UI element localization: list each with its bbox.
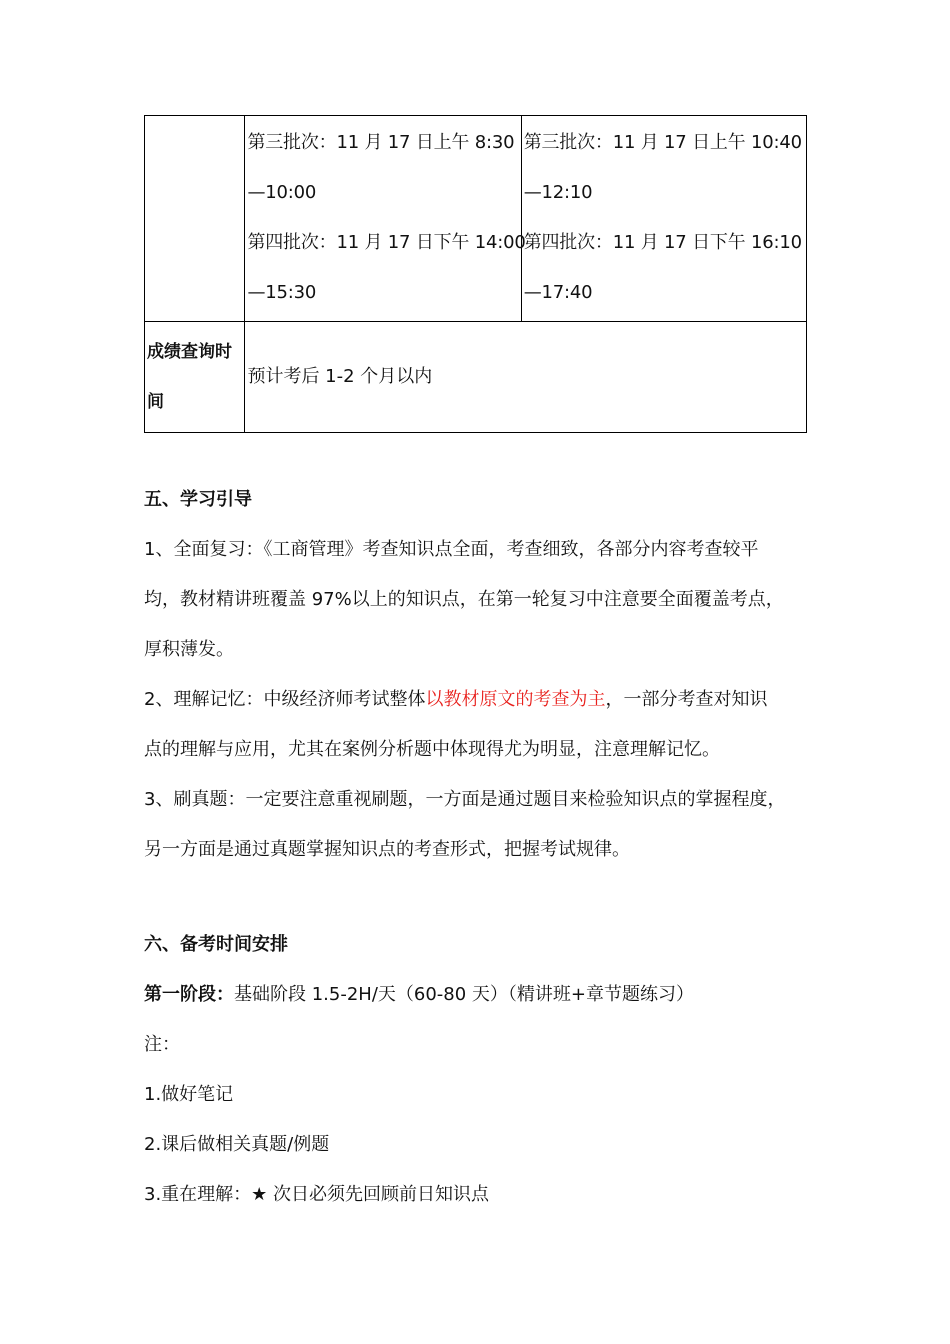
table-cell-batch-b — [521, 116, 806, 322]
table-cell-score-label — [145, 322, 245, 433]
batch-b-line3: 第四批次：11 月 17 日下午 16:10 — [523, 232, 802, 253]
batch-a-line2: —10:00 — [247, 182, 317, 203]
batch-b-line2: —12:10 — [523, 182, 593, 203]
item3-line2: 另一方面是通过真题掌握知识点的考查形式，把握考试规律。 — [144, 839, 630, 860]
batch-b-line1: 第三批次：11 月 17 日上午 10:40 — [523, 132, 802, 153]
item2-highlight: 以教材原文的考查为主 — [425, 689, 606, 710]
section5-heading: 五、学习引导 — [144, 489, 252, 510]
stage1-text: 基础阶段 1.5-2H/天（60-80 天）（精讲班+章节题练习） — [234, 984, 695, 1005]
section6-heading: 六、备考时间安排 — [144, 934, 288, 955]
stage1-label: 第一阶段： — [144, 984, 234, 1005]
item2-prefix: 2、理解记忆：中级经济师考试整体 — [144, 689, 426, 710]
note-item-1: 1.做好笔记 — [144, 1084, 234, 1105]
score-label-line2: 间 — [147, 392, 164, 412]
study-guide-item-2 — [144, 675, 812, 775]
item1-line2: 均，教材精讲班覆盖 97%以上的知识点，在第一轮复习中注意要全面覆盖考点， — [144, 589, 784, 610]
table-row-batches — [145, 116, 807, 322]
batch-a-line3: 第四批次：11 月 17 日下午 14:00 — [247, 232, 526, 253]
study-guide-item-3 — [144, 775, 812, 875]
batch-b-line4: —17:40 — [523, 282, 593, 303]
section-study-guide — [144, 475, 812, 875]
item2-suffix: ，一部分考查对知识 — [605, 689, 768, 710]
table-cell-score-value — [245, 322, 807, 433]
table-cell-empty-label — [145, 116, 245, 322]
item2-line2: 点的理解与应用，尤其在案例分析题中体现得尤为明显，注意理解记忆。 — [144, 739, 720, 760]
table-row-score-query — [145, 322, 807, 433]
item3-line1: 3、刷真题：一定要注意重视刷题，一方面是通过题目来检验知识点的掌握程度， — [144, 789, 786, 810]
note-item-2: 2.课后做相关真题/例题 — [144, 1134, 330, 1155]
study-guide-item-1 — [144, 525, 812, 675]
exam-schedule-table — [144, 115, 807, 433]
score-query-value: 预计考后 1-2 个月以内 — [247, 366, 433, 387]
item1-line1: 1、全面复习：《工商管理》考查知识点全面，考查细致，各部分内容考查较平 — [144, 539, 759, 560]
item2-line1 — [144, 675, 812, 725]
stage1-line — [144, 970, 812, 1020]
batch-a-line1: 第三批次：11 月 17 日上午 8:30 — [247, 132, 515, 153]
section-prep-schedule — [144, 920, 812, 1220]
item1-line3: 厚积薄发。 — [144, 639, 234, 660]
score-label-line1: 成绩查询时 — [147, 342, 232, 362]
note-item-3: 3.重在理解：★ 次日必须先回顾前日知识点 — [144, 1184, 490, 1205]
batch-a-line4: —15:30 — [247, 282, 317, 303]
table-cell-batch-a — [245, 116, 526, 322]
note-label: 注： — [144, 1034, 180, 1055]
